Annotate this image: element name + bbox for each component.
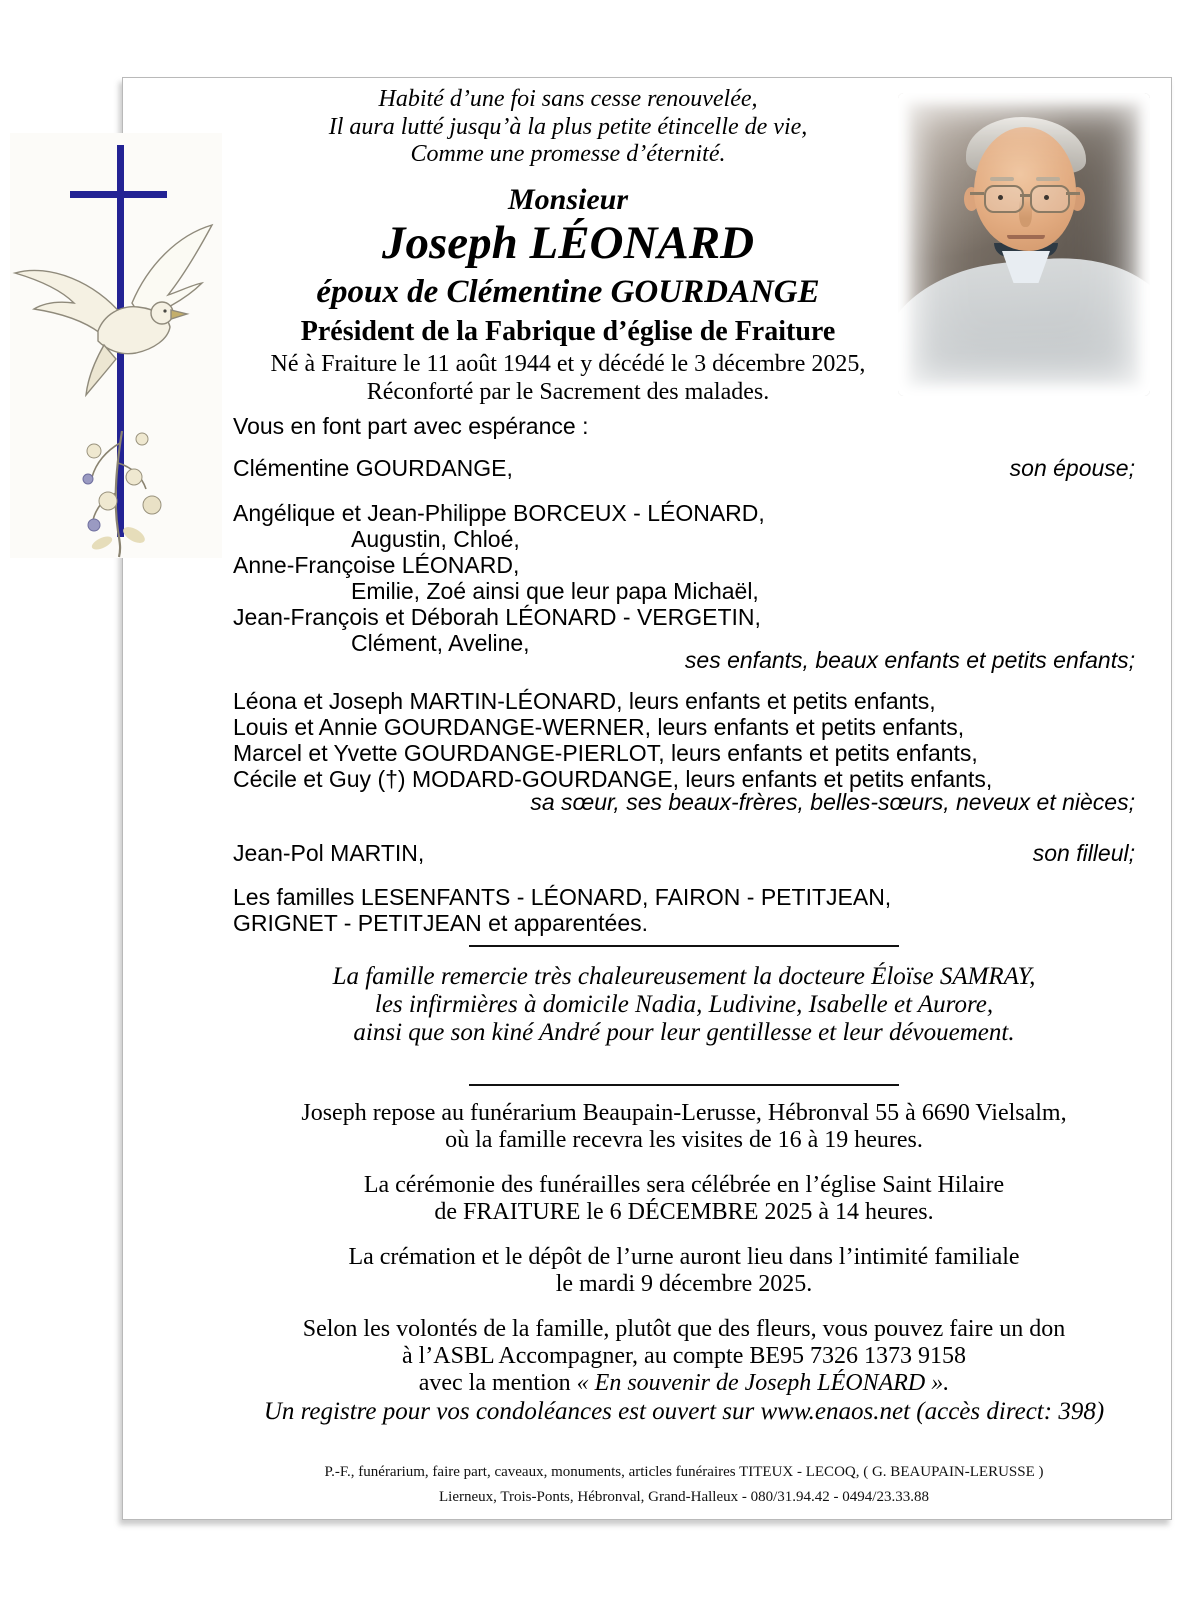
donation-mention-prefix: avec la mention: [418, 1370, 577, 1396]
grandchildren-line: Augustin, Chloé,: [351, 526, 520, 552]
families-list: [233, 884, 1135, 936]
donation-account-line: à l’ASBL Accompagner, au compte BE95 7326 1373 9158: [401, 1343, 967, 1369]
cremation-line: La crémation et le dépôt de l’urne auront lieu dans l’intimité familiale: [348, 1244, 1020, 1270]
sibling-line: Léona et Joseph MARTIN-LÉONARD, leurs enfants et petits enfants,: [233, 688, 936, 714]
repose-paragraph: [233, 1100, 1135, 1154]
donation-line: Selon les volontés de la famille, plutôt que des fleurs, vous pouvez faire un don: [302, 1316, 1066, 1342]
opening-quote: [233, 86, 903, 169]
sibling-line: Cécile et Guy (†) MODARD-GOURDANGE, leurs enfants et petits enfants,: [233, 766, 993, 792]
children-list: [233, 500, 1135, 656]
godson-row: [233, 840, 1135, 867]
portrait-feathered-edge: [898, 93, 1150, 396]
grandchildren-line: Clément, Aveline,: [351, 630, 530, 656]
announcement-intro: Vous en font part avec espérance :: [233, 413, 589, 439]
godson-name: Jean-Pol MARTIN,: [233, 840, 425, 866]
siblings-list: [233, 688, 1135, 792]
ceremony-line: La cérémonie des funérailles sera célébrée en l’église Saint Hilaire: [363, 1172, 1005, 1198]
quote-line-3: Comme une promesse d’éternité.: [410, 141, 726, 167]
children-relation: ses enfants, beaux enfants et petits enfants;: [684, 647, 1135, 673]
role-line: Président de la Fabrique d’église de Fraiture: [300, 316, 836, 347]
spouse-name: Clémentine GOURDANGE,: [233, 455, 513, 481]
child-line: Anne-Françoise LÉONARD,: [233, 552, 520, 578]
families-line: GRIGNET - PETITJEAN et apparentées.: [233, 910, 648, 936]
godson-relation: son filleul;: [1032, 840, 1135, 866]
cross-and-dove-artwork: [10, 133, 222, 558]
siblings-relation: sa sœur, ses beaux-frères, belles-sœurs, neveux et nièces;: [530, 789, 1135, 815]
funeral-home-footer: [233, 1460, 1135, 1510]
families-line: Les familles LESENFANTS - LÉONARD, FAIRON - PETITJEAN,: [233, 884, 892, 910]
thanks-line: les infirmières à domicile Nadia, Ludivine, Isabelle et Aurore,: [374, 991, 994, 1018]
birth-death-line: Né à Fraiture le 11 août 1944 et y décédé le 3 décembre 2025,: [270, 351, 866, 377]
thanks-line: ainsi que son kiné André pour leur gentillesse et leur dévouement.: [353, 1019, 1015, 1046]
sacrament-line: Réconforté par le Sacrement des malades.: [366, 379, 770, 405]
thanks-paragraph: [233, 963, 1135, 1047]
quote-line-1: Habité d’une foi sans cesse renouvelée,: [378, 86, 758, 112]
sibling-line: Louis et Annie GOURDANGE-WERNER, leurs enfants et petits enfants,: [233, 714, 965, 740]
divider-line: [469, 1084, 899, 1086]
footer-line: P.-F., funérarium, faire part, caveaux, monuments, articles funéraires TITEUX - LECOQ, ( G. BEAUPAIN-LERUSSE ): [324, 1464, 1044, 1480]
repose-line: où la famille recevra les visites de 16 à 19 heures.: [445, 1127, 923, 1153]
thanks-line: La famille remercie très chaleureusement la docteure Éloïse SAMRAY,: [332, 963, 1036, 990]
divider-line: [469, 945, 899, 947]
spouse-relation: son épouse;: [1009, 455, 1135, 481]
condolence-register-line: Un registre pour vos condoléances est ouvert sur www.enaos.net (accès direct: 398): [263, 1398, 1105, 1425]
cremation-line: le mardi 9 décembre 2025.: [555, 1271, 813, 1297]
portrait-photo: [898, 93, 1150, 396]
donation-paragraph: [233, 1316, 1135, 1397]
civility: Monsieur: [507, 183, 629, 216]
grandchildren-line: Emilie, Zoé ainsi que leur papa Michaël,: [351, 578, 759, 604]
sibling-line: Marcel et Yvette GOURDANGE-PIERLOT, leurs enfants et petits enfants,: [233, 740, 978, 766]
child-line: Angélique et Jean-Philippe BORCEUX - LÉONARD,: [233, 500, 765, 526]
footer-line: Lierneux, Trois-Ponts, Hébronval, Grand-Halleux - 080/31.94.42 - 0494/23.33.88: [439, 1489, 929, 1505]
cremation-paragraph: [233, 1244, 1135, 1298]
child-line: Jean-François et Déborah LÉONARD - VERGETIN,: [233, 604, 761, 630]
spouse-row: [233, 455, 1135, 482]
ceremony-paragraph: [233, 1172, 1135, 1226]
ceremony-line: de FRAITURE le 6 DÉCEMBRE 2025 à 14 heures.: [434, 1199, 934, 1225]
donation-mention: « En souvenir de Joseph LÉONARD ».: [576, 1370, 950, 1396]
quote-line-2: Il aura lutté jusqu’à la plus petite étincelle de vie,: [328, 113, 808, 140]
deceased-name: Joseph LÉONARD: [381, 217, 755, 269]
repose-line: Joseph repose au funérarium Beaupain-Lerusse, Hébronval 55 à 6690 Vielsalm,: [301, 1100, 1067, 1126]
spouse-of-line: époux de Clémentine GOURDANGE: [316, 274, 820, 310]
donation-mention-line: [233, 1370, 1135, 1397]
